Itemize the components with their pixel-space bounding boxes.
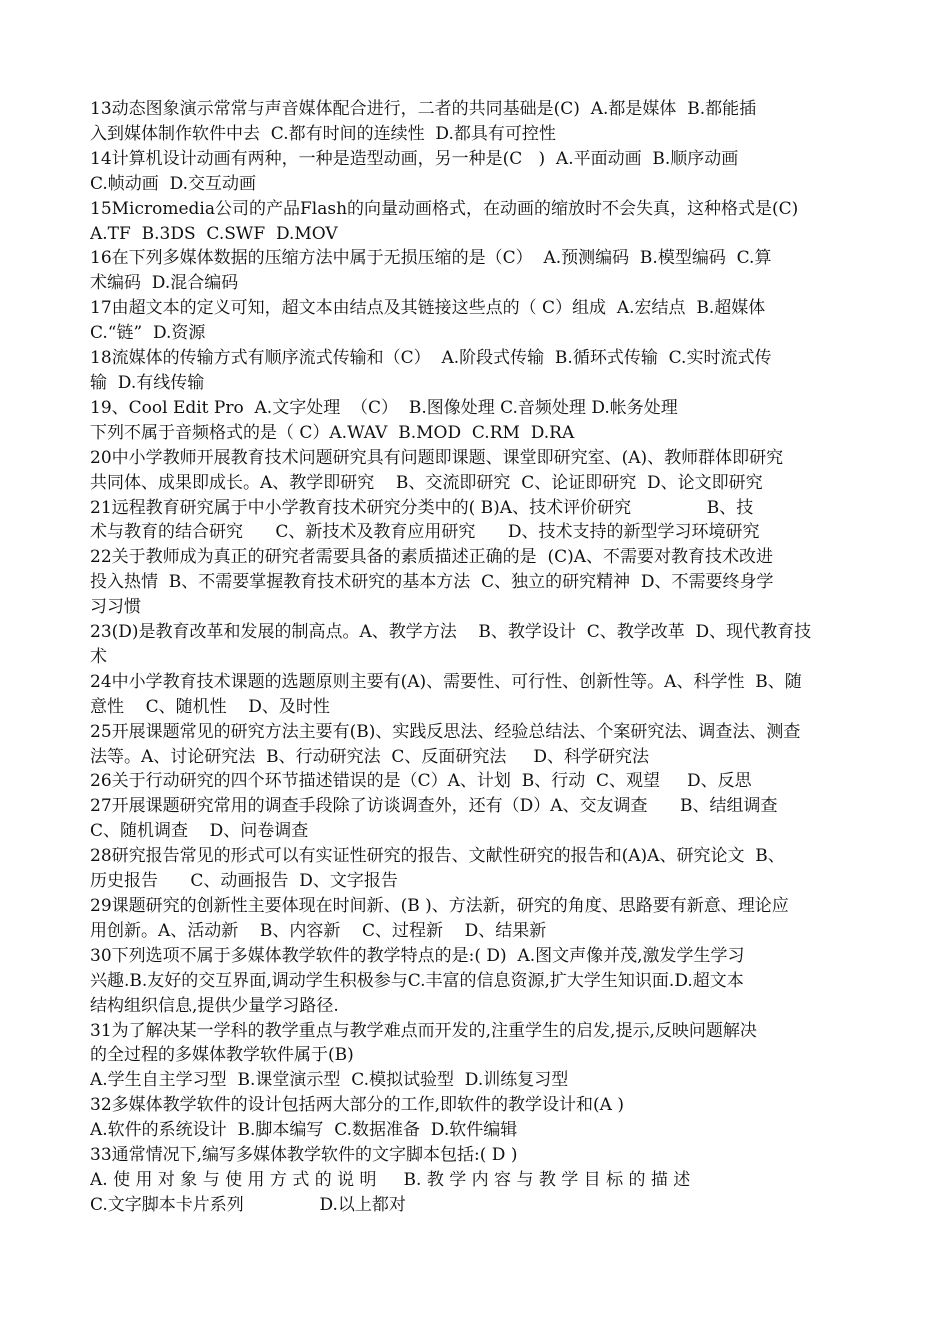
text-line: 术编码 D.混合编码 [90, 273, 239, 294]
text-line: 历史报告 C、动画报告 D、文字报告 [90, 871, 398, 892]
text-line: 22关于教师成为真正的研究者需要具备的素质描述正确的是 (C)A、不需要对教育技术改进 [90, 547, 773, 568]
text-line: 意性 C、随机性 D、及时性 [90, 696, 330, 717]
text-line: 术与教育的结合研究 C、新技术及教育应用研究 D、技术支持的新型学习环境研究 [90, 522, 760, 543]
text-line: 20中小学教师开展教育技术问题研究具有问题即课题、课堂即研究室、(A)、教师群体即研究 [90, 447, 784, 468]
text-line: 术 [90, 646, 107, 667]
text-line: 兴趣.B.友好的交互界面,调动学生积极参与C.丰富的信息资源,扩大学生知识面.D.超文本 [90, 970, 744, 991]
text-line: A.TF B.3DS C.SWF D.MOV [90, 223, 338, 244]
text-line: A.学生自主学习型 B.课堂演示型 C.模拟试验型 D.训练复习型 [90, 1070, 569, 1091]
text-line: 24中小学教育技术课题的选题原则主要有(A)、需要性、可行性、创新性等。A、科学性 B、随 [90, 671, 802, 692]
text-line: C.帧动画 D.交互动画 [90, 173, 257, 194]
text-line: 习习惯 [90, 597, 141, 618]
text-line: 27开展课题研究常用的调查手段除了访谈调查外，还有（D）A、交友调查 B、结组调查 [90, 796, 778, 817]
text-line: 13动态图象演示常常与声音媒体配合进行，二者的共同基础是(C) A.都是媒体 B.都能插 [90, 99, 757, 119]
text-line: 16在下列多媒体数据的压缩方法中属于无损压缩的是（C） A.预测编码 B.模型编码 C.算 [90, 248, 772, 269]
text-line: 30下列选项不属于多媒体教学软件的教学特点的是:( D) A.图文声像并茂,激发学生学习 [90, 945, 745, 966]
text-line: 17由超文本的定义可知，超文本由结点及其链接这些点的（ C）组成 A.宏结点 B.超媒体 [90, 298, 766, 319]
text-line: C、随机调查 D、问卷调查 [90, 821, 309, 842]
text-line: 15Micromedia公司的产品Flash的向量动画格式，在动画的缩放时不会失真，这种格式是(C) [90, 198, 799, 219]
text-line: 共同体、成果即成长。A、教学即研究 B、交流即研究 C、论证即研究 D、论文即研究 [90, 472, 763, 493]
text-line: 用创新。A、活动新 B、内容新 C、过程新 D、结果新 [90, 920, 547, 941]
text-line: 法等。A、讨论研究法 B、行动研究法 C、反面研究法 D、科学研究法 [90, 746, 650, 767]
text-line: 输 D.有线传输 [90, 372, 205, 393]
text-line: 投入热情 B、不需要掌握教育技术研究的基本方法 C、独立的研究精神 D、不需要终身学 [90, 572, 774, 593]
text-line: C.“链” D.资源 [90, 323, 206, 344]
text-line: 31为了解决某一学科的教学重点与教学难点而开发的,注重学生的启发,提示,反映问题解决 [90, 1020, 757, 1041]
text-line: 29课题研究的创新性主要体现在时间新、(B )、方法新，研究的角度、思路要有新意、理论应 [90, 896, 789, 916]
text-line: 21远程教育研究属于中小学教育技术研究分类中的( B)A、技术评价研究 B、技 [90, 497, 754, 518]
text-line: A. 使 用 对 象 与 使 用 方 式 的 说 明 B. 教 学 内 容 与 教 学 目 标 的 描 述 [90, 1169, 691, 1190]
text-line: C.文字脚本卡片系列 D.以上都对 [90, 1194, 406, 1215]
text-line: 入到媒体制作软件中去 C.都有时间的连续性 D.都具有可控性 [90, 123, 556, 144]
text-line: 23(D)是教育改革和发展的制高点。A、教学方法 B、教学设计 C、教学改革 D、现代教育技 [90, 622, 812, 643]
text-line: 14计算机设计动画有两种，一种是造型动画，另一种是(C ) A.平面动画 B.顺序动画 [90, 148, 739, 169]
text-line: 下列不属于音频格式的是（ C）A.WAV B.MOD C.RM D.RA [90, 422, 575, 443]
text-line: A.软件的系统设计 B.脚本编写 C.数据准备 D.软件编辑 [90, 1120, 518, 1141]
text-line: 26关于行动研究的四个环节描述错误的是（C）A、计划 B、行动 C、观望 D、反思 [90, 771, 752, 792]
text-line: 19、Cool Edit Pro A.文字处理 （C） B.图像处理 C.音频处理 D.帐务处理 [90, 397, 678, 418]
text-line: 25开展课题常见的研究方法主要有(B)、实践反思法、经验总结法、个案研究法、调查法、测查 [90, 721, 801, 742]
text-line: 的全过程的多媒体教学软件属于(B) [90, 1045, 354, 1066]
text-line: 28研究报告常见的形式可以有实证性研究的报告、文献性研究的报告和(A)A、研究论文 B、 [90, 846, 785, 867]
text-line: 18流媒体的传输方式有顺序流式传输和（C） A.阶段式传输 B.循环式传输 C.实时流式传 [90, 348, 772, 369]
document-page [90, 97, 860, 1218]
text-line: 32多媒体教学软件的设计包括两大部分的工作,即软件的教学设计和(A ) [90, 1095, 624, 1116]
text-line: 33通常情况下,编写多媒体教学软件的文字脚本包括:( D ) [90, 1145, 518, 1166]
text-line: 结构组织信息,提供少量学习路径. [90, 995, 339, 1016]
